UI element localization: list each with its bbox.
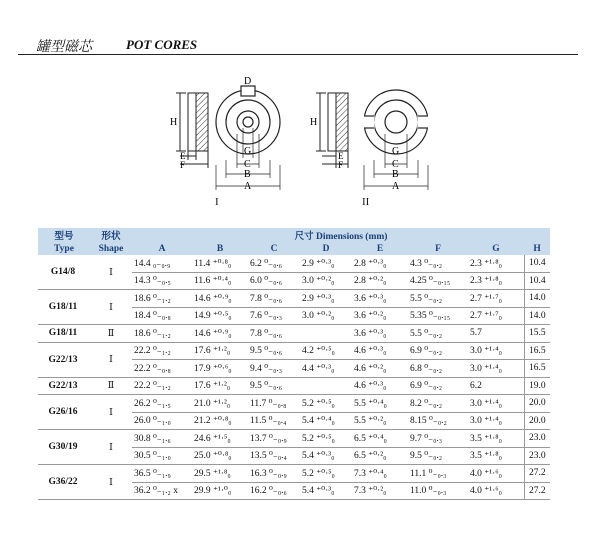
- cell-e: 3.6 ⁺⁰·³₀: [352, 325, 408, 343]
- head-dims-en: Dimensions (mm): [315, 232, 388, 242]
- cell-c: 7.8 ⁰₋₀.₆: [248, 325, 300, 343]
- cell-d: 3.0 ⁺⁰·²₀: [300, 272, 352, 290]
- cell-c: 9.5 ⁰₋₀.₆: [248, 342, 300, 360]
- cell-f: 4.25 ⁰₋₀.₁₅: [408, 272, 468, 290]
- table-row: [38, 342, 550, 360]
- cell-f: 5.5 ⁰₋₀.₂: [408, 290, 468, 308]
- cell-f: 9.5 ⁰₋₀.₂: [408, 447, 468, 465]
- table-row: [38, 255, 550, 272]
- cell-c: 7.8 ⁰₋₀.₆: [248, 290, 300, 308]
- table-body: [38, 255, 550, 500]
- cell-d: 5.2 ⁺⁰·⁵₀: [300, 395, 352, 413]
- cell-type: G18/11: [38, 325, 90, 343]
- cell-g: 2.3 ⁺¹·⁸₀: [468, 255, 524, 272]
- cell-f: 6.9 ⁰₋₀.₂: [408, 342, 468, 360]
- cell-c: 7.6 ⁰₋₀.₃: [248, 307, 300, 325]
- cell-b: 24.6 ⁺¹·⁵₀: [192, 430, 248, 448]
- cell-e: 4.6 ⁺⁰·²₀: [352, 360, 408, 378]
- cell-b: 17.9 ⁺⁰·⁶₀: [192, 360, 248, 378]
- cell-shape: Ⅰ: [90, 255, 132, 290]
- cell-g: 4.0 ⁺¹·⁶₀: [468, 465, 524, 483]
- cell-a: 30.8 ⁰₋₁.₆: [132, 430, 192, 448]
- pot-core-drawings: [0, 60, 595, 220]
- cell-a: 14.4 ₀₋₀.₉: [132, 255, 192, 272]
- dim-label-e-2: E: [338, 151, 344, 161]
- cell-c: 6.2 ⁰₋₀.₆: [248, 255, 300, 272]
- dim-label-a-2: A: [392, 181, 400, 192]
- head-type-en: Type: [38, 242, 90, 255]
- cell-e: 5.5 ⁺⁰·⁴₀: [352, 395, 408, 413]
- head-dims-cn: 尺寸: [294, 232, 314, 242]
- table-row: [38, 465, 550, 483]
- cell-f: 5.5 ⁰₋₀.₂: [408, 325, 468, 343]
- cell-c: 9.4 ⁰₋₀.₃: [248, 360, 300, 378]
- cell-g: 2.7 ⁺¹·⁷₀: [468, 307, 524, 325]
- cell-c: 11.7 ⁰₋₀.₈: [248, 395, 300, 413]
- cell-a: 14.3 ⁰₋₀.₅: [132, 272, 192, 290]
- cell-b: 17.6 ⁺¹·²₀: [192, 377, 248, 395]
- cell-d: 2.9 ⁺⁰·³₀: [300, 255, 352, 272]
- cell-b: 14.6 ⁺⁰·⁹₀: [192, 290, 248, 308]
- cell-g: 3.0 ⁺¹·⁴₀: [468, 360, 524, 378]
- dim-label-b-1: B: [244, 169, 251, 180]
- cell-shape: Ⅰ: [90, 290, 132, 325]
- cell-a: 26.0 ⁰₋₁.₀: [132, 412, 192, 430]
- cell-f: 11.1 ⁰₋₀.₃: [408, 465, 468, 483]
- cell-b: 21.0 ⁺¹·²₀: [192, 395, 248, 413]
- cell-g: 3.0 ⁺¹·⁴₀: [468, 342, 524, 360]
- cell-c: 16.3 ⁰₋₀.₉: [248, 465, 300, 483]
- cell-c: 13.5 ⁰₋₀.₄: [248, 447, 300, 465]
- dim-label-c-2: C: [392, 159, 399, 170]
- cell-h: 20.0: [524, 395, 550, 413]
- cell-c: 11.5 ⁰₋₀.₄: [248, 412, 300, 430]
- head-type-cn: 型号: [38, 228, 90, 242]
- cell-a: 22.2 ⁰₋₁.₂: [132, 342, 192, 360]
- dim-label-d-1: D: [244, 76, 252, 87]
- cell-h: 27.2: [524, 465, 550, 483]
- cell-a: 36.5 ⁰₋₁.₉: [132, 465, 192, 483]
- cell-b: 25.0 ⁺⁰·⁸₀: [192, 447, 248, 465]
- dim-label-b-2: B: [392, 169, 399, 180]
- cell-type: G30/19: [38, 430, 90, 465]
- cell-h: 10.4: [524, 272, 550, 290]
- cell-shape: Ⅱ: [90, 325, 132, 343]
- figure-label-type2: II: [362, 196, 370, 208]
- cell-g: 5.7: [468, 325, 524, 343]
- cell-shape: Ⅰ: [90, 430, 132, 465]
- cell-d: [300, 377, 352, 395]
- cell-g: 6.2: [468, 377, 524, 395]
- cell-f: 6.9 ⁰₋₀.₂: [408, 377, 468, 395]
- column-header-b: B: [192, 242, 248, 255]
- table-row: [38, 395, 550, 413]
- cell-e: 3.6 ⁺⁰·²₀: [352, 307, 408, 325]
- cell-a: 26.2 ⁰₋₁.₅: [132, 395, 192, 413]
- cell-h: 19.0: [524, 377, 550, 395]
- table-row: [38, 290, 550, 308]
- dim-label-g-1: G: [244, 146, 252, 157]
- table-row: [38, 325, 550, 343]
- dim-label-g-2: G: [392, 146, 400, 157]
- column-header-e: E: [352, 242, 408, 255]
- cell-a: 22.2 ⁰₋₀.₈: [132, 360, 192, 378]
- cell-d: 4.4 ⁺⁰·³₀: [300, 360, 352, 378]
- page-header: [18, 34, 578, 55]
- cell-f: 11.0 ⁰₋₀.₃: [408, 482, 468, 500]
- cell-a: 18.6 ⁰₋₁.₂: [132, 325, 192, 343]
- table-head-cn: [38, 228, 550, 242]
- cell-d: 5.2 ⁺⁰·⁵₀: [300, 430, 352, 448]
- cell-b: 21.2 ⁺⁰·⁸₀: [192, 412, 248, 430]
- cell-d: 5.4 ⁺⁰·³₀: [300, 482, 352, 500]
- cell-h: 23.0: [524, 430, 550, 448]
- cell-b: 29.5 ⁺¹·⁸₀: [192, 465, 248, 483]
- cell-e: 6.5 ⁺⁰·⁴₀: [352, 430, 408, 448]
- cell-type: G36/22: [38, 465, 90, 500]
- cell-b: 11.6 ⁺⁰·⁴₀: [192, 272, 248, 290]
- cell-h: 10.4: [524, 255, 550, 272]
- cell-shape: Ⅰ: [90, 465, 132, 500]
- cell-d: 4.2 ⁺⁰·⁵₀: [300, 342, 352, 360]
- cell-e: 4.6 ⁺⁰·³₀: [352, 377, 408, 395]
- cell-type: G26/16: [38, 395, 90, 430]
- cell-b: 14.9 ⁺⁰·⁵₀: [192, 307, 248, 325]
- dim-label-f-2: F: [338, 160, 344, 170]
- dim-label-h-1: H: [170, 117, 178, 128]
- cell-g: 2.7 ⁺¹·⁷₀: [468, 290, 524, 308]
- cell-d: [300, 325, 352, 343]
- cell-shape: Ⅰ: [90, 395, 132, 430]
- cell-shape: Ⅱ: [90, 377, 132, 395]
- dim-label-e-1: E: [180, 151, 186, 161]
- cell-type: G18/11: [38, 290, 90, 325]
- cell-a: 18.6 ⁰₋₁.₂: [132, 290, 192, 308]
- cell-e: 4.6 ⁺⁰·³₀: [352, 342, 408, 360]
- cell-type: G22/13: [38, 342, 90, 377]
- cell-h: 16.5: [524, 342, 550, 360]
- cell-d: 5.4 ⁺⁰·³₀: [300, 447, 352, 465]
- cell-e: 2.8 ⁺⁰·³₀: [352, 255, 408, 272]
- cell-a: 22.2 ⁰₋₁.₂: [132, 377, 192, 395]
- dim-label-a-1: A: [244, 181, 252, 192]
- cell-type: G14/8: [38, 255, 90, 290]
- cell-e: 7.3 ⁺⁰·²₀: [352, 482, 408, 500]
- cell-h: 15.5: [524, 325, 550, 343]
- dimensions-table: [38, 228, 550, 500]
- column-header-d: D: [300, 242, 352, 255]
- dim-label-f-1: F: [180, 160, 186, 170]
- cell-c: 6.0 ⁰₋₀.₆: [248, 272, 300, 290]
- cell-f: 4.3 ⁰₋₀.₂: [408, 255, 468, 272]
- title-en: POT CORES: [126, 37, 198, 52]
- cell-f: 5.35 ⁰₋₀.₁₅: [408, 307, 468, 325]
- table-head-en: [38, 242, 550, 255]
- cell-e: 2.8 ⁺⁰·²₀: [352, 272, 408, 290]
- cell-g: 4.0 ⁺¹·⁶₀: [468, 482, 524, 500]
- cell-h: 14.0: [524, 290, 550, 308]
- column-header-f: F: [408, 242, 468, 255]
- cell-d: 3.0 ⁺⁰·²₀: [300, 307, 352, 325]
- cell-g: 3.5 ⁺¹·⁸₀: [468, 430, 524, 448]
- cell-a: 36.2 ⁰₋₁.₂ x: [132, 482, 192, 500]
- column-header-h: H: [524, 242, 550, 255]
- cell-shape: Ⅰ: [90, 342, 132, 377]
- cell-d: 5.4 ⁺⁰·⁴₀: [300, 412, 352, 430]
- cell-c: 9.5 ⁰₋₀.₆: [248, 377, 300, 395]
- cell-e: 6.5 ⁺⁰·²₀: [352, 447, 408, 465]
- column-header-g: G: [468, 242, 524, 255]
- head-dimensions: [132, 228, 550, 242]
- cell-d: 2.9 ⁺⁰·³₀: [300, 290, 352, 308]
- cell-e: 5.5 ⁺⁰·²₀: [352, 412, 408, 430]
- cell-h: 23.0: [524, 447, 550, 465]
- cell-f: 6.8 ⁰₋₀.₂: [408, 360, 468, 378]
- dim-label-c-1: C: [244, 159, 251, 170]
- cell-f: 9.7 ⁰₋₀.₃: [408, 430, 468, 448]
- cell-b: 14.6 ⁺⁰·⁹₀: [192, 325, 248, 343]
- head-shape-en: Shape: [90, 242, 132, 255]
- cell-f: 8.15 ⁰₋₀.₂: [408, 412, 468, 430]
- cell-c: 16.2 ⁰₋₀.₆: [248, 482, 300, 500]
- drawings-svg: [0, 60, 595, 220]
- figure-label-type1: I: [215, 196, 219, 208]
- cell-g: 3.0 ⁺¹·⁴₀: [468, 395, 524, 413]
- cell-h: 27.2: [524, 482, 550, 500]
- cell-type: G22/13: [38, 377, 90, 395]
- cell-a: 18.4 ⁰₋₀.₈: [132, 307, 192, 325]
- cell-h: 16.5: [524, 360, 550, 378]
- cell-a: 30.5 ⁰₋₁.₀: [132, 447, 192, 465]
- table-row: [38, 377, 550, 395]
- column-header-c: C: [248, 242, 300, 255]
- cell-b: 29.9 ⁺¹·⁰₀: [192, 482, 248, 500]
- dim-label-h-2: H: [310, 117, 318, 128]
- cell-c: 13.7 ⁰₋₀.₉: [248, 430, 300, 448]
- title-cn: 罐型磁芯: [36, 40, 92, 55]
- cell-g: 3.5 ⁺¹·⁸₀: [468, 447, 524, 465]
- cell-d: 5.2 ⁺⁰·⁵₀: [300, 465, 352, 483]
- cell-h: 14.0: [524, 307, 550, 325]
- cell-e: 3.6 ⁺⁰·³₀: [352, 290, 408, 308]
- cell-b: 17.6 ⁺¹·²₀: [192, 342, 248, 360]
- column-header-a: A: [132, 242, 192, 255]
- cell-e: 7.3 ⁺⁰·⁴₀: [352, 465, 408, 483]
- table-row: [38, 430, 550, 448]
- cell-f: 8.2 ⁰₋₀.₂: [408, 395, 468, 413]
- cell-b: 11.4 ⁺⁰·⁸₀: [192, 255, 248, 272]
- head-shape-cn: 形状: [90, 228, 132, 242]
- cell-h: 20.0: [524, 412, 550, 430]
- cell-g: 3.0 ⁺¹·⁴₀: [468, 412, 524, 430]
- cell-g: 2.3 ⁺¹·⁸₀: [468, 272, 524, 290]
